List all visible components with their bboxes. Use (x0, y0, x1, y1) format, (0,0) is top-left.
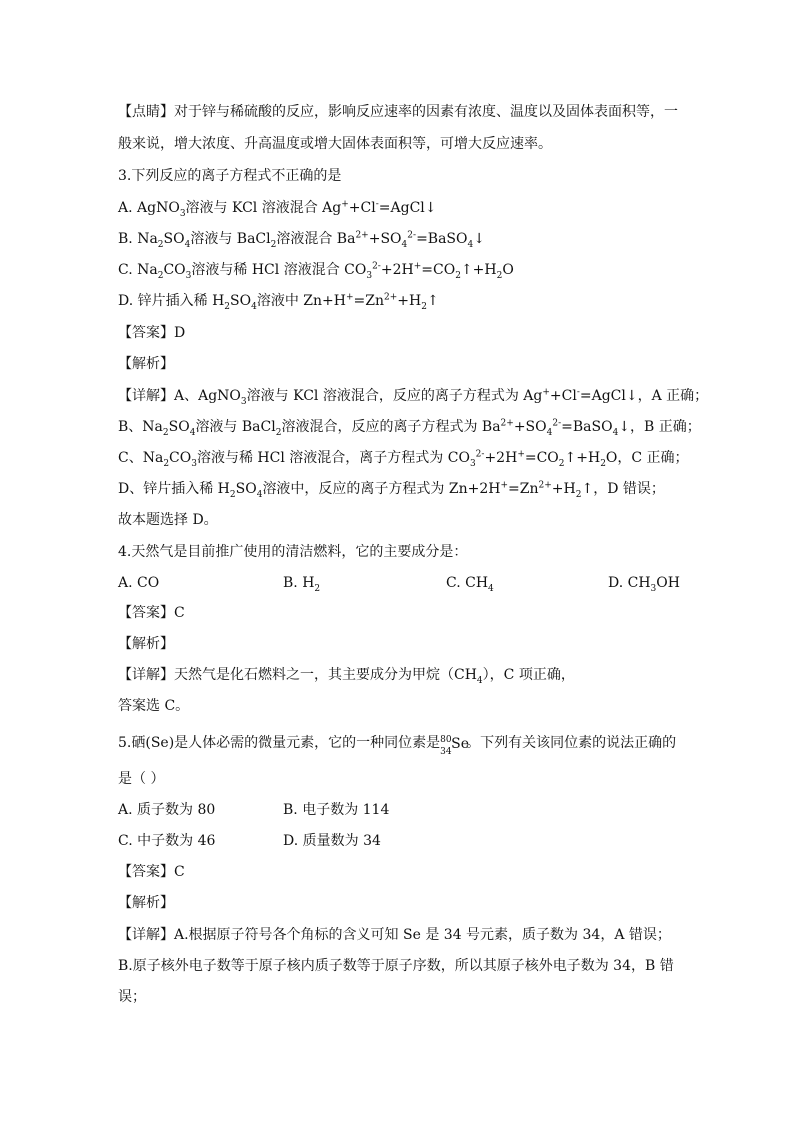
q5-explain-a: 【详解】A.根据原子符号各个角标的含义可知 Se 是 34 号元素，质子数为 34，A 错误； (118, 927, 671, 943)
q3-option-c: C. $Na_2CO_3$溶液与稀 HCl 溶液混合 $CO_3^{2-}+2H^+=CO_2↑+H_2O$ (118, 261, 514, 281)
q4-conclusion: 答案选 C。 (118, 698, 190, 714)
q4-option-c: C. $CH_4$ (446, 575, 494, 594)
q5-option-c: C. 中子数为 46 (118, 833, 216, 849)
q5-option-a: A. 质子数为 80 (118, 802, 216, 818)
q3-option-b: B. $Na_2SO_4$溶液与 BaCl$_2$溶液混合 $Ba^{2+}+SO_4^{2-}=BaSO_4↓$ (118, 230, 485, 250)
tip-line-1: 【点睛】对于锌与稀硫酸的反应，影响反应速率的因素有浓度、温度以及固体表面积等，一 (118, 104, 678, 120)
q3-explain-c: C、$Na_2CO_3$溶液与稀 HCl 溶液混合，离子方程式为 $CO_3^{2-}+2H^+=CO_2↑+H_2O$，C 正确； (118, 449, 689, 469)
q3-explain-b: B、$Na_2SO_4$溶液与 BaCl$_2$溶液混合，反应的离子方程式为 $Ba^{2+}+SO_4^{2-}=BaSO_4↓$，B 正确； (118, 418, 701, 438)
q5-analysis-heading: 【解析】 (118, 895, 174, 911)
q3-stem: 3.下列反应的离子方程式不正确的是 (118, 168, 342, 184)
q4-stem: 4.天然气是目前推广使用的清洁燃料，它的主要成分是： (118, 544, 468, 560)
q3-option-d: D. 锌片插入稀 $H_2SO_4$溶液中 $Zn+H^+=Zn^{2+}+H_2↑$ (118, 292, 439, 312)
q5-option-b: B. 电子数为 114 (283, 802, 390, 818)
q3-explain-a: 【详解】A、AgNO$_3$溶液与 KCl 溶液混合，反应的离子方程式为 Ag++Cl-=AgCl↓，A 正确； (118, 387, 709, 407)
q5-stem-line-1: 5.硒(Se)是人体必需的微量元素，它的一种同位素是 80 34 Se 。下列有关该同位素的说法正确的 (118, 735, 677, 757)
q5-stem-line-2: 是（ ） (118, 771, 165, 787)
q4-answer: 【答案】C (118, 605, 185, 621)
q4-option-d: D. $CH_3OH$ (608, 575, 680, 594)
q4-analysis-heading: 【解析】 (118, 636, 174, 652)
q5-option-d: D. 质量数为 34 (283, 833, 381, 849)
q4-option-a: A. CO (118, 575, 160, 591)
q3-explain-d: D、锌片插入稀 $H_2SO_4$溶液中，反应的离子方程式为 $Zn+2H^+=Zn^{2+}+H_2↑$，D 错误； (118, 480, 665, 500)
q5-explain-b-cont: 误； (118, 989, 146, 1005)
q3-option-a: A. AgNO$_3$溶液与 KCl 溶液混合 Ag++Cl-=AgCl↓ (118, 199, 437, 219)
q4-option-b: B. $H_2$ (283, 575, 321, 594)
q4-explain: 【详解】天然气是化石燃料之一，其主要成分为甲烷$(CH_4)$，C 项正确， (118, 667, 575, 686)
q3-analysis-heading: 【解析】 (118, 356, 174, 372)
q3-answer: 【答案】D (118, 325, 186, 341)
q5-explain-b: B.原子核外电子数等于原子核内质子数等于原子序数，所以其原子核外电子数为 34，B 错 (118, 958, 674, 974)
q3-conclusion: 故本题选择 D。 (118, 512, 218, 528)
isotope-symbol: 80 34 Se (440, 735, 470, 757)
tip-line-2: 般来说，增大浓度、升高温度或增大固体表面积等，可增大反应速率。 (118, 136, 552, 152)
q5-answer: 【答案】C (118, 864, 185, 880)
